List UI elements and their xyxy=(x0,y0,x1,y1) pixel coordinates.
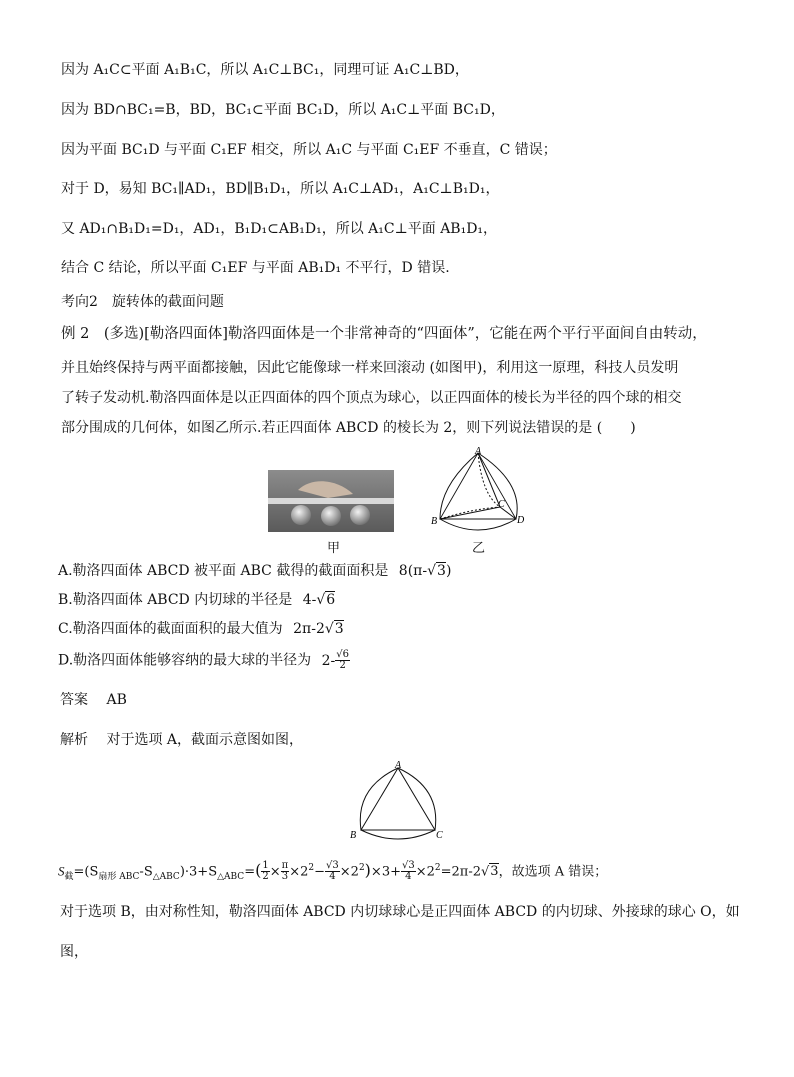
figure-yi-caption: 乙 xyxy=(472,541,486,556)
formula-tail: ，故选项 A 错误； xyxy=(498,864,608,880)
text-line-1: 因为 A₁C⊂平面 A₁B₁C，所以 A₁C⊥BC₁，同理可证 A₁C⊥BD， xyxy=(61,62,469,78)
figure-cross-section xyxy=(345,758,455,842)
option-c-radicand: 3 xyxy=(334,621,344,637)
option-d-value: 2- xyxy=(321,652,336,669)
section-label-A: A xyxy=(395,760,402,771)
answer-value: AB xyxy=(106,692,127,708)
option-a-value: 8(π- xyxy=(398,563,428,579)
option-c-text: C.勒洛四面体的截面面积的最大值为 xyxy=(58,621,283,637)
option-d-text: D.勒洛四面体能够容纳的最大球的半径为 xyxy=(58,652,312,669)
option-d-denominator: 2 xyxy=(339,660,346,671)
analysis-label: 解析 xyxy=(60,732,88,748)
text-line-6: 结合 C 结论，所以平面 C₁EF 与平面 AB₁D₁ 不平行，D 错误. xyxy=(61,260,450,276)
example-line-1: 例 2 (多选)[勒洛四面体]勒洛四面体是一个非常神奇的“四面体”，它能在两个平行平面间自由转动， xyxy=(61,326,707,342)
label-B: B xyxy=(431,516,438,527)
label-C: C xyxy=(498,499,505,510)
text-line-3: 因为平面 BC₁D 与平面 C₁EF 相交，所以 A₁C 与平面 C₁EF 不垂直，C 错误； xyxy=(61,142,557,158)
formula-line: $S_截=(S_{扇形 ABC}-S_{\triangle ABC})\cdot 3+S_{\triangle ABC}=$( $\frac{1}{2}$ × $\frac{\pi}{3}$ $\times 2^2-$ $\frac{√3}{4}$ $\times 2^2)\times 3+$ $\frac{√3}{4}$ $\times 2^2=2\pi-2√3$，故选项 A 错误； xyxy=(58,860,608,883)
option-c: C.勒洛四面体的截面面积的最大值为 2π-2√3 xyxy=(58,621,344,637)
label-A: A xyxy=(475,446,482,457)
example-line-2: 并且始终保持与两平面都接触，因此它能像球一样来回滚动 (如图甲)，利用这一原理，科技人员发明 xyxy=(61,360,679,376)
option-d xyxy=(58,650,350,671)
option-a: A.勒洛四面体 ABCD 被平面 ABC 截得的截面面积是 8(π-√3) xyxy=(58,563,452,579)
option-b: B.勒洛四面体 ABCD 内切球的半径是 4-√6 xyxy=(58,592,336,608)
figure-yi-reuleaux-tetrahedron xyxy=(428,445,528,535)
figure-jia-photo xyxy=(268,470,394,532)
answer-label: 答案 xyxy=(60,692,88,708)
analysis-text-1: 对于选项 A，截面示意图如图， xyxy=(106,732,304,748)
option-c-value: 2π-2 xyxy=(293,621,325,637)
section-label-B: B xyxy=(350,830,357,841)
analysis-line-1 xyxy=(60,730,303,750)
example-line-3: 了转子发动机.勒洛四面体是以正四面体的四个顶点为球心，以正四面体的棱长为半径的四个球的相交 xyxy=(61,390,682,406)
text-line-5: 又 AD₁∩B₁D₁=D₁，AD₁，B₁D₁⊂AB₁D₁，所以 A₁C⊥平面 AB₁D₁， xyxy=(61,221,498,237)
section-heading: 考向2 旋转体的截面问题 xyxy=(61,294,224,310)
figure-jia-caption: 甲 xyxy=(327,541,341,556)
option-b-value: 4- xyxy=(302,592,317,608)
analysis-line-3: 图， xyxy=(60,944,88,960)
section-label-C: C xyxy=(436,830,443,841)
option-d-numerator: √6 xyxy=(336,649,350,660)
text-line-4: 对于 D，易知 BC₁∥AD₁，BD∥B₁D₁，所以 A₁C⊥AD₁，A₁C⊥B₁D₁， xyxy=(61,181,500,197)
answer-line xyxy=(60,690,127,710)
analysis-line-2: 对于选项 B，由对称性知，勒洛四面体 ABCD 内切球球心是正四面体 ABCD 的内切球、外接球的球心 O，如 xyxy=(60,904,740,920)
text-line-2: 因为 BD∩BC₁=B，BD，BC₁⊂平面 BC₁D，所以 A₁C⊥平面 BC₁D， xyxy=(61,102,505,118)
example-line-4: 部分围成的几何体，如图乙所示.若正四面体 ABCD 的棱长为 2，则下列说法错误的是 ( ) xyxy=(61,420,636,436)
label-D: D xyxy=(517,515,525,526)
formula-lhs: S xyxy=(58,863,65,879)
option-b-text: B.勒洛四面体 ABCD 内切球的半径是 xyxy=(58,592,293,608)
option-a-text: A.勒洛四面体 ABCD 被平面 ABC 截得的截面面积是 xyxy=(58,563,389,579)
option-b-radicand: 6 xyxy=(326,592,336,608)
option-a-radicand: 3 xyxy=(437,563,446,579)
